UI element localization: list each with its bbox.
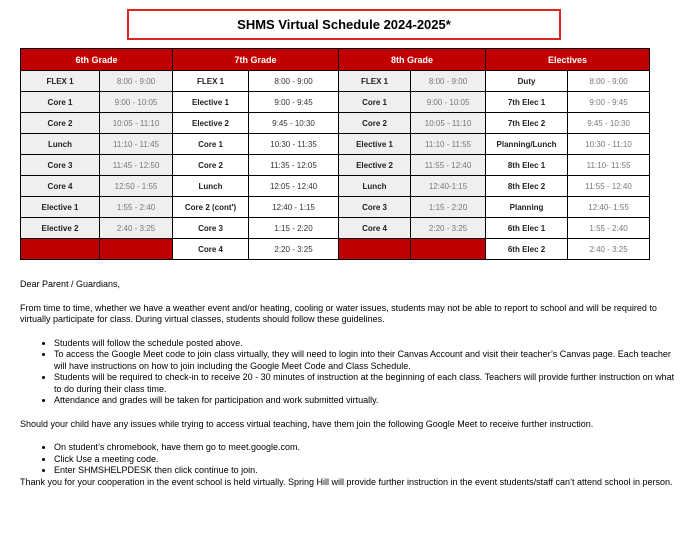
schedule-table bbox=[20, 48, 650, 260]
period-cell: Core 3 bbox=[21, 155, 100, 176]
time-cell: 10:30 - 11:10 bbox=[568, 134, 650, 155]
period-cell: 6th Elec 1 bbox=[486, 218, 568, 239]
header-6th-grade: 6th Grade bbox=[21, 49, 173, 71]
period-cell: Core 1 bbox=[339, 92, 411, 113]
time-cell: 8:00 - 9:00 bbox=[249, 71, 339, 92]
list-item bbox=[54, 465, 675, 477]
period-cell: Core 3 bbox=[339, 197, 411, 218]
period-cell: Core 2 bbox=[173, 155, 249, 176]
table-row bbox=[21, 71, 650, 92]
list-item-text: To access the Google Meet code to join class virtually, they will need to login into their Canvas Account and visit their teacher’s Canvas page. Each teacher will have instructions on how to join including the Google Meet Code and Class Schedule. bbox=[54, 349, 671, 371]
time-cell: 11:45 - 12:50 bbox=[100, 155, 173, 176]
header-8th-grade: 8th Grade bbox=[339, 49, 486, 71]
time-cell: 9:00 - 9:45 bbox=[249, 92, 339, 113]
table-row bbox=[21, 155, 650, 176]
empty-cell bbox=[411, 239, 486, 260]
list-item bbox=[54, 442, 675, 454]
period-cell: Core 2 bbox=[21, 113, 100, 134]
time-cell: 9:45 - 10:30 bbox=[249, 113, 339, 134]
empty-cell bbox=[21, 239, 100, 260]
period-cell: Lunch bbox=[21, 134, 100, 155]
time-cell: 10:05 - 11:10 bbox=[100, 113, 173, 134]
list-item-text: Enter SHMSHELPDESK then click continue to join. bbox=[54, 465, 258, 475]
list-item bbox=[54, 338, 675, 350]
period-cell: FLEX 1 bbox=[339, 71, 411, 92]
period-cell: 8th Elec 2 bbox=[486, 176, 568, 197]
period-cell: Elective 2 bbox=[173, 113, 249, 134]
time-cell: 2:20 - 3:25 bbox=[249, 239, 339, 260]
period-cell: Core 2 bbox=[339, 113, 411, 134]
time-cell: 11:10 - 11:55 bbox=[411, 134, 486, 155]
period-cell: Core 1 bbox=[21, 92, 100, 113]
time-cell: 1:55 - 2:40 bbox=[568, 218, 650, 239]
time-cell: 12:05 - 12:40 bbox=[249, 176, 339, 197]
period-cell: FLEX 1 bbox=[21, 71, 100, 92]
page-title: SHMS Virtual Schedule 2024-2025* bbox=[127, 9, 561, 40]
period-cell: 8th Elec 1 bbox=[486, 155, 568, 176]
list-item-text: On student’s chromebook, have them go to meet.google.com. bbox=[54, 442, 300, 452]
header-7th-grade: 7th Grade bbox=[173, 49, 339, 71]
list-item-text: Click Use a meeting code. bbox=[54, 453, 159, 464]
time-cell: 1:15 - 2:20 bbox=[249, 218, 339, 239]
period-cell: Core 4 bbox=[21, 176, 100, 197]
period-cell: Elective 1 bbox=[21, 197, 100, 218]
intro-paragraph: From time to time, whether we have a weather event and/or heating, cooling or water issues, students may not be able to report to school and will be required to virtually participate for class. During virtual classes, students should follow these guidelines. bbox=[20, 302, 657, 324]
time-cell: 8:00 - 9:00 bbox=[568, 71, 650, 92]
table-row bbox=[21, 134, 650, 155]
time-cell: 11:10- 11:55 bbox=[568, 155, 650, 176]
period-cell: FLEX 1 bbox=[173, 71, 249, 92]
parent-letter bbox=[20, 279, 675, 488]
time-cell: 11:55 - 12:40 bbox=[411, 155, 486, 176]
time-cell: 2:40 - 3:25 bbox=[100, 218, 173, 239]
time-cell: 9:00 - 9:45 bbox=[568, 92, 650, 113]
time-cell: 11:55 - 12:40 bbox=[568, 176, 650, 197]
table-row bbox=[21, 113, 650, 134]
list-item-text: Students will follow the schedule posted above. bbox=[54, 337, 243, 348]
list-item-text: Attendance and grades will be taken for participation and work submitted virtually. bbox=[54, 395, 379, 405]
time-cell: 8:00 - 9:00 bbox=[411, 71, 486, 92]
issues-paragraph: Should your child have any issues while trying to access virtual teaching, have them join the following Google Meet to receive further instruction. bbox=[20, 418, 594, 429]
list-item bbox=[54, 349, 675, 372]
time-cell: 12:50 - 1:55 bbox=[100, 176, 173, 197]
period-cell: Core 2 (cont') bbox=[173, 197, 249, 218]
period-cell: Planning/Lunch bbox=[486, 134, 568, 155]
time-cell: 12:40-1:15 bbox=[411, 176, 486, 197]
guidelines-list bbox=[20, 338, 675, 407]
list-item-text: Students will be required to check-in to receive 20 - 30 minutes of instruction at the beginning of each class. Teachers will provide further instruction on what to do during their class time. bbox=[54, 372, 675, 394]
steps-list bbox=[20, 442, 675, 477]
time-cell: 2:20 - 3:25 bbox=[411, 218, 486, 239]
period-cell: Core 4 bbox=[339, 218, 411, 239]
time-cell: 10:05 - 11:10 bbox=[411, 113, 486, 134]
table-row bbox=[21, 92, 650, 113]
period-cell: Lunch bbox=[173, 176, 249, 197]
table-row bbox=[21, 239, 650, 260]
empty-cell bbox=[100, 239, 173, 260]
period-cell: Duty bbox=[486, 71, 568, 92]
period-cell: Core 1 bbox=[173, 134, 249, 155]
time-cell: 1:15 - 2:20 bbox=[411, 197, 486, 218]
period-cell: Lunch bbox=[339, 176, 411, 197]
table-row bbox=[21, 218, 650, 239]
time-cell: 1:55 - 2:40 bbox=[100, 197, 173, 218]
list-item bbox=[54, 454, 675, 466]
time-cell: 9:45 - 10:30 bbox=[568, 113, 650, 134]
table-row bbox=[21, 197, 650, 218]
list-item bbox=[54, 372, 675, 395]
period-cell: Elective 1 bbox=[339, 134, 411, 155]
empty-cell bbox=[339, 239, 411, 260]
time-cell: 10:30 - 11:35 bbox=[249, 134, 339, 155]
period-cell: Core 3 bbox=[173, 218, 249, 239]
time-cell: 9:00 - 10:05 bbox=[100, 92, 173, 113]
period-cell: Core 4 bbox=[173, 239, 249, 260]
table-row bbox=[21, 176, 650, 197]
time-cell: 12:40- 1:55 bbox=[568, 197, 650, 218]
time-cell: 11:10 - 11:45 bbox=[100, 134, 173, 155]
period-cell: Elective 2 bbox=[339, 155, 411, 176]
closing-paragraph: Thank you for your cooperation in the event school is held virtually. Spring Hill will provide further instruction in the event students/staff can’t attend school in person. bbox=[20, 476, 673, 487]
period-cell: 7th Elec 2 bbox=[486, 113, 568, 134]
time-cell: 12:40 - 1:15 bbox=[249, 197, 339, 218]
time-cell: 8:00 - 9:00 bbox=[100, 71, 173, 92]
period-cell: 6th Elec 2 bbox=[486, 239, 568, 260]
header-electives: Electives bbox=[486, 49, 650, 71]
time-cell: 2:40 - 3:25 bbox=[568, 239, 650, 260]
time-cell: 9:00 - 10:05 bbox=[411, 92, 486, 113]
list-item bbox=[54, 395, 675, 407]
period-cell: Elective 1 bbox=[173, 92, 249, 113]
time-cell: 11:35 - 12:05 bbox=[249, 155, 339, 176]
greeting: Dear Parent / Guardians, bbox=[20, 279, 121, 289]
period-cell: Elective 2 bbox=[21, 218, 100, 239]
period-cell: 7th Elec 1 bbox=[486, 92, 568, 113]
schedule-header-row bbox=[21, 49, 650, 71]
period-cell: Planning bbox=[486, 197, 568, 218]
